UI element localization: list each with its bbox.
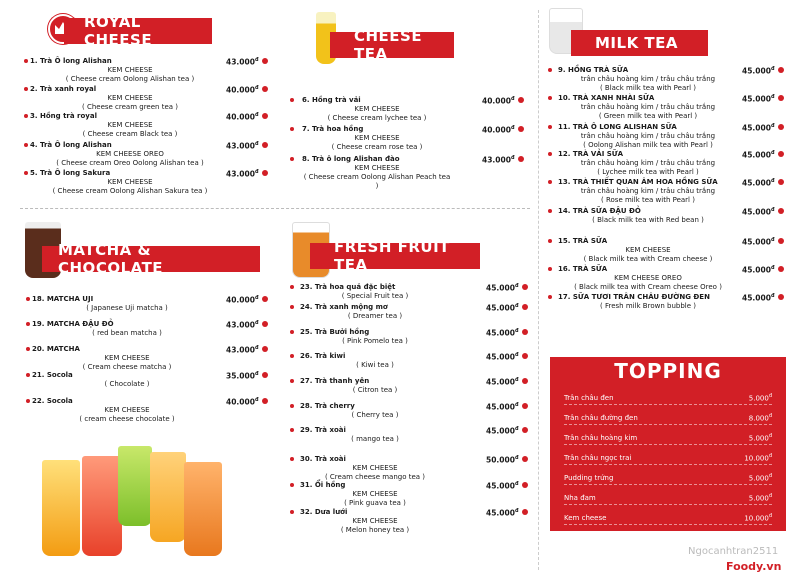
item-name: 11. TRÀ Ô LONG ALISHAN SỮA: [558, 123, 677, 131]
topping-row: [564, 431, 772, 445]
menu-item: [30, 85, 230, 112]
menu-item: [302, 125, 452, 152]
price-icon: [262, 113, 268, 119]
item-name: 32. Dưa lưới: [300, 508, 348, 516]
item-price: $45.000^đ$: [742, 150, 775, 160]
drinks-photo: [38, 440, 238, 560]
item-price: $43.000^đ$: [226, 169, 259, 179]
item-price: $45.000^đ$: [486, 377, 519, 387]
item-english-name: ( Lychee milk tea with Pearl ): [597, 168, 699, 176]
item-dot: [290, 457, 294, 461]
price-icon: [778, 266, 784, 272]
item-note: KEM CHEESE: [104, 354, 150, 362]
price-icon: [522, 427, 528, 433]
menu-item: [300, 426, 450, 444]
item-english-name: ( Cheese cream Oreo Oolong Alishan tea ): [56, 159, 204, 167]
currency-symbol: đ: [514, 481, 519, 487]
item-english-name: ( Fresh milk Brown bubble ): [600, 302, 696, 310]
item-dot: [548, 68, 552, 72]
item-name: 17. SỮA TƯƠI TRÂN CHÂU ĐƯỜNG ĐEN: [558, 293, 710, 301]
item-english-name: ( Black milk tea with Pearl ): [599, 84, 697, 92]
menu-item: [30, 169, 230, 196]
topping-name: Trân châu đen: [564, 393, 614, 402]
item-english-name: ( Black milk tea with Red bean ): [592, 216, 704, 224]
price-icon: [778, 151, 784, 157]
item-dot: [290, 285, 294, 289]
item-name: 19. MATCHA ĐẬU ĐỎ: [32, 320, 114, 328]
price-icon: [262, 321, 268, 327]
item-name: 21. Socola: [32, 371, 73, 379]
item-english-name: ( Japanese Uji matcha ): [86, 304, 168, 312]
item-dot: [548, 96, 552, 100]
menu-item: [558, 150, 738, 177]
price-icon: [262, 86, 268, 92]
item-name: 15. TRÀ SỮA: [558, 237, 608, 245]
currency-symbol: đ: [254, 85, 259, 91]
price-icon: [778, 294, 784, 300]
menu-item: [30, 112, 230, 139]
item-name: 22. Socola: [32, 397, 73, 405]
section-title: CHEESE TEA: [354, 27, 423, 63]
item-price: $45.000^đ$: [742, 178, 775, 188]
currency-symbol: đ: [514, 352, 519, 358]
item-name: 28. Trà cherry: [300, 402, 355, 410]
price-icon: [778, 67, 784, 73]
topping-row: [564, 471, 772, 485]
item-price: $40.000^đ$: [226, 295, 259, 305]
item-english-name: ( cream cheese chocolate ): [79, 415, 175, 423]
item-price: $45.000^đ$: [486, 426, 519, 436]
price-icon: [778, 124, 784, 130]
watermark-logo: Foody.vn: [726, 560, 782, 573]
item-name: 26. Trà kiwi: [300, 352, 346, 360]
price-icon: [518, 156, 524, 162]
item-english-name: ( Black milk tea with Cream cheese ): [583, 255, 713, 263]
currency-symbol: đ: [768, 472, 772, 479]
price-icon: [522, 403, 528, 409]
menu-item: [32, 295, 222, 313]
item-dot: [24, 114, 28, 118]
price-icon: [778, 95, 784, 101]
item-english-name: ( Pink Pomelo tea ): [342, 337, 408, 345]
item-dot: [26, 347, 30, 351]
watermark-user: Ngocanhtran2511: [688, 546, 779, 557]
menu-item: [300, 402, 450, 420]
currency-symbol: đ: [514, 426, 519, 432]
topping-name: Trân châu ngọc trai: [564, 453, 632, 462]
item-price: $45.000^đ$: [742, 94, 775, 104]
item-price: $43.000^đ$: [226, 345, 259, 355]
currency-symbol: đ: [770, 66, 775, 72]
item-price: $50.000^đ$: [486, 455, 519, 465]
item-dot: [548, 125, 552, 129]
currency-symbol: đ: [254, 112, 259, 118]
item-note: KEM CHEESE OREO: [96, 150, 164, 158]
topping-name: Kem cheese: [564, 513, 607, 522]
menu-item: [30, 141, 230, 168]
item-price: $43.000^đ$: [482, 155, 515, 165]
item-english-name: ( Pink guava tea ): [344, 499, 406, 507]
cheese-tea-banner: [330, 27, 454, 63]
price-icon: [262, 346, 268, 352]
menu-item: [558, 237, 738, 264]
menu-item: [300, 455, 450, 482]
item-english-name: ( Cheese cream Oolong Alishan Peach tea ): [303, 173, 451, 190]
currency-symbol: đ: [514, 303, 519, 309]
item-english-name: ( Green milk tea with Pearl ): [598, 112, 698, 120]
item-price: $40.000^đ$: [482, 125, 515, 135]
topping-name: Nha đam: [564, 493, 596, 502]
section-divider: [20, 208, 530, 209]
currency-symbol: đ: [768, 432, 772, 439]
item-dot: [290, 330, 294, 334]
item-dot: [26, 399, 30, 403]
item-dot: [26, 373, 30, 377]
currency-symbol: đ: [514, 508, 519, 514]
menu-item: [558, 265, 738, 292]
currency-symbol: đ: [254, 345, 259, 351]
item-note: KEM CHEESE: [354, 105, 400, 113]
item-price: $45.000^đ$: [742, 293, 775, 303]
item-dot: [290, 157, 294, 161]
item-price: $35.000^đ$: [226, 371, 259, 381]
item-dot: [548, 267, 552, 271]
item-note: KEM CHEESE: [354, 134, 400, 142]
menu-item: [32, 345, 222, 372]
item-english-name: ( Melon honey tea ): [340, 526, 410, 534]
item-note: trân châu hoàng kim / trâu châu trắng: [580, 75, 716, 83]
item-name: 2. Trà xanh royal: [30, 85, 97, 93]
price-icon: [262, 58, 268, 64]
menu-item: [302, 96, 452, 123]
item-name: 29. Trà xoài: [300, 426, 346, 434]
price-icon: [262, 170, 268, 176]
item-name: 12. TRÀ VẢI SỮA: [558, 150, 624, 158]
topping-price: $5.000^đ$: [748, 472, 772, 483]
item-note: KEM CHEESE: [352, 490, 398, 498]
royal-cheese-banner: [64, 13, 212, 49]
item-price: $45.000^đ$: [486, 328, 519, 338]
item-price: $45.000^đ$: [742, 237, 775, 247]
menu-item: [558, 178, 738, 205]
menu-item: [300, 283, 450, 301]
item-name: 1. Trà Ô long Alishan: [30, 57, 112, 65]
item-dot: [26, 297, 30, 301]
currency-symbol: đ: [254, 169, 259, 175]
currency-symbol: đ: [768, 412, 772, 419]
topping-row: [564, 451, 772, 465]
menu-item: [30, 57, 230, 84]
menu-item: [32, 320, 222, 338]
item-english-name: ( Cheese cream lychee tea ): [327, 114, 427, 122]
item-dot: [290, 305, 294, 309]
topping-name: Trân châu đường đen: [564, 413, 638, 422]
item-dot: [290, 510, 294, 514]
item-price: $45.000^đ$: [486, 352, 519, 362]
currency-symbol: đ: [510, 155, 515, 161]
currency-symbol: đ: [254, 295, 259, 301]
price-icon: [518, 97, 524, 103]
topping-row: [564, 391, 772, 405]
matcha-chocolate-banner: [42, 241, 260, 277]
item-name: 23. Trà hoa quả đặc biệt: [300, 283, 396, 291]
item-dot: [290, 404, 294, 408]
price-icon: [522, 456, 528, 462]
item-english-name: ( Rose milk tea with Pearl ): [601, 196, 695, 204]
item-dot: [24, 171, 28, 175]
item-english-name: ( Kiwi tea ): [356, 361, 394, 369]
topping-name: Pudding trứng: [564, 473, 614, 482]
item-name: 5. Trà Ô long Sakura: [30, 169, 111, 177]
menu-item: [558, 123, 738, 150]
menu-item: [558, 94, 738, 121]
price-icon: [262, 142, 268, 148]
item-name: 27. Trà thanh yên: [300, 377, 370, 385]
item-name: 9. HỒNG TRÀ SỮA: [558, 66, 629, 74]
menu-item: [558, 207, 738, 225]
item-english-name: ( Chocolate ): [104, 380, 150, 388]
topping-price: $10.000^đ$: [744, 452, 772, 463]
item-note: KEM CHEESE: [352, 464, 398, 472]
item-note: KEM CHEESE: [107, 66, 153, 74]
item-note: trân châu hoàng kim / trâu châu trắng: [580, 132, 716, 140]
currency-symbol: đ: [768, 392, 772, 399]
currency-symbol: đ: [254, 141, 259, 147]
item-name: 7. Trà hoa hồng: [302, 125, 364, 133]
currency-symbol: đ: [254, 57, 259, 63]
section-title: MATCHA & CHOCOLATE: [58, 241, 164, 277]
menu-item: [300, 328, 450, 346]
topping-row: [564, 491, 772, 505]
item-english-name: ( Special Fruit tea ): [341, 292, 409, 300]
topping-price: $5.000^đ$: [748, 392, 772, 403]
currency-symbol: đ: [770, 207, 775, 213]
item-note: trân châu hoàng kim / trâu châu trắng: [580, 187, 716, 195]
item-name: 18. MATCHA UJI: [32, 295, 94, 303]
item-english-name: ( Cheese cream Oolong Alishan Sakura tea ): [52, 187, 208, 195]
currency-symbol: đ: [768, 512, 772, 519]
currency-symbol: đ: [770, 178, 775, 184]
price-icon: [522, 378, 528, 384]
price-icon: [262, 398, 268, 404]
item-dot: [548, 180, 552, 184]
item-name: 24. Trà xanh mộng mơ: [300, 303, 388, 311]
price-icon: [262, 296, 268, 302]
topping-price: $5.000^đ$: [748, 492, 772, 503]
item-price: $43.000^đ$: [226, 57, 259, 67]
item-price: $45.000^đ$: [742, 265, 775, 275]
item-name: 25. Trà Bưởi hồng: [300, 328, 370, 336]
price-icon: [522, 482, 528, 488]
price-icon: [522, 353, 528, 359]
fresh-fruit-tea-banner: [310, 238, 480, 274]
menu-item: [558, 293, 738, 311]
item-dot: [548, 295, 552, 299]
item-dot: [548, 209, 552, 213]
menu-item: [300, 508, 450, 535]
item-price: $45.000^đ$: [486, 303, 519, 313]
currency-symbol: đ: [514, 402, 519, 408]
currency-symbol: đ: [770, 293, 775, 299]
item-price: $45.000^đ$: [486, 481, 519, 491]
item-note: KEM CHEESE: [354, 164, 400, 172]
item-name: 10. TRÀ XANH NHÀI SỮA: [558, 94, 655, 102]
item-english-name: ( Cherry tea ): [351, 411, 399, 419]
item-name: 16. TRÀ SỮA: [558, 265, 608, 273]
item-dot: [290, 354, 294, 358]
item-name: 30. Trà xoài: [300, 455, 346, 463]
item-dot: [290, 98, 294, 102]
price-icon: [778, 238, 784, 244]
price-icon: [518, 126, 524, 132]
item-name: 8. Trà ô long Alishan đào: [302, 155, 400, 163]
item-price: $45.000^đ$: [486, 402, 519, 412]
item-note: KEM CHEESE: [107, 94, 153, 102]
section-title: MILK TEA: [595, 34, 678, 52]
item-price: $45.000^đ$: [742, 66, 775, 76]
item-name: 13. TRÀ THIẾT QUAN ÂM HOA HỒNG SỮA: [558, 178, 718, 186]
topping-row: [564, 511, 772, 525]
item-dot: [290, 379, 294, 383]
currency-symbol: đ: [514, 328, 519, 334]
price-icon: [778, 208, 784, 214]
item-english-name: ( Cheese cream rose tea ): [331, 143, 423, 151]
item-note: KEM CHEESE: [107, 121, 153, 129]
item-dot: [290, 127, 294, 131]
menu-item: [558, 66, 738, 93]
section-title: FRESH FRUIT TEA: [334, 238, 450, 274]
item-note: KEM CHEESE: [107, 178, 153, 186]
item-note: trân châu hoàng kim / trâu châu trắng: [580, 159, 716, 167]
price-icon: [522, 329, 528, 335]
item-english-name: ( mango tea ): [351, 435, 399, 443]
item-english-name: ( Dreamer tea ): [347, 312, 403, 320]
item-dot: [26, 322, 30, 326]
item-english-name: ( Cheese cream green tea ): [81, 103, 179, 111]
currency-symbol: đ: [514, 455, 519, 461]
currency-symbol: đ: [770, 150, 775, 156]
item-price: $45.000^đ$: [742, 123, 775, 133]
currency-symbol: đ: [768, 492, 772, 499]
item-dot: [548, 152, 552, 156]
item-price: $40.000^đ$: [226, 85, 259, 95]
item-note: KEM CHEESE: [104, 406, 150, 414]
menu-item: [300, 377, 450, 395]
item-dot: [290, 428, 294, 432]
currency-symbol: đ: [254, 397, 259, 403]
item-name: 31. Ổi hồng: [300, 481, 346, 489]
item-note: KEM CHEESE: [352, 517, 398, 525]
price-icon: [522, 284, 528, 290]
item-english-name: ( Citron tea ): [352, 386, 398, 394]
item-dot: [290, 483, 294, 487]
currency-symbol: đ: [254, 371, 259, 377]
item-dot: [24, 59, 28, 63]
topping-price: $10.000^đ$: [744, 512, 772, 523]
currency-symbol: đ: [510, 96, 515, 102]
item-name: 3. Hồng trà royal: [30, 112, 97, 120]
item-note: trân châu hoàng kim / trâu châu trắng: [580, 103, 716, 111]
item-name: 20. MATCHA: [32, 345, 80, 353]
item-dot: [548, 239, 552, 243]
item-price: $40.000^đ$: [482, 96, 515, 106]
price-icon: [522, 509, 528, 515]
currency-symbol: đ: [514, 377, 519, 383]
currency-symbol: đ: [514, 283, 519, 289]
item-price: $43.000^đ$: [226, 320, 259, 330]
currency-symbol: đ: [254, 320, 259, 326]
item-name: 4. Trà Ô long Alishan: [30, 141, 112, 149]
price-icon: [262, 372, 268, 378]
item-note: KEM CHEESE OREO: [614, 274, 682, 282]
menu-item: [302, 155, 452, 191]
topping-price: $8.000^đ$: [748, 412, 772, 423]
section-title: ROYAL CHEESE: [84, 13, 153, 49]
item-price: $40.000^đ$: [226, 112, 259, 122]
topping-title: TOPPING: [614, 359, 722, 383]
topping-row: [564, 411, 772, 425]
item-note: KEM CHEESE: [625, 246, 671, 254]
price-icon: [778, 179, 784, 185]
item-english-name: ( Cheese cream Oolong Alishan tea ): [65, 75, 195, 83]
currency-symbol: đ: [770, 123, 775, 129]
milk-tea-banner: [571, 30, 708, 56]
currency-symbol: đ: [770, 94, 775, 100]
item-price: $45.000^đ$: [742, 207, 775, 217]
column-divider: [538, 10, 539, 570]
item-dot: [24, 87, 28, 91]
item-name: 14. TRÀ SỮA ĐẬU ĐỎ: [558, 207, 641, 215]
topping-name: Trân châu hoàng kim: [564, 433, 638, 442]
menu-item: [300, 481, 450, 508]
currency-symbol: đ: [770, 265, 775, 271]
item-english-name: ( red bean matcha ): [92, 329, 162, 337]
item-price: $40.000^đ$: [226, 397, 259, 407]
currency-symbol: đ: [510, 125, 515, 131]
topping-panel: [550, 357, 786, 531]
item-price: $45.000^đ$: [486, 508, 519, 518]
menu-item: [32, 397, 222, 424]
item-dot: [24, 143, 28, 147]
price-icon: [522, 304, 528, 310]
item-english-name: ( Cream cheese matcha ): [82, 363, 172, 371]
item-name: 6. Hồng trà vải: [302, 96, 361, 104]
menu-item: [300, 352, 450, 370]
item-english-name: ( Black milk tea with Cream cheese Oreo ): [574, 283, 722, 291]
menu-item: [32, 371, 222, 389]
currency-symbol: đ: [770, 237, 775, 243]
item-english-name: ( Cheese cream Black tea ): [82, 130, 178, 138]
currency-symbol: đ: [768, 452, 772, 459]
topping-price: $5.000^đ$: [748, 432, 772, 443]
item-english-name: ( Cream cheese mango tea ): [324, 473, 426, 481]
item-english-name: ( Oolong Alishan milk tea with Pearl ): [583, 141, 713, 149]
item-price: $45.000^đ$: [486, 283, 519, 293]
item-price: $43.000^đ$: [226, 141, 259, 151]
menu-item: [300, 303, 450, 321]
